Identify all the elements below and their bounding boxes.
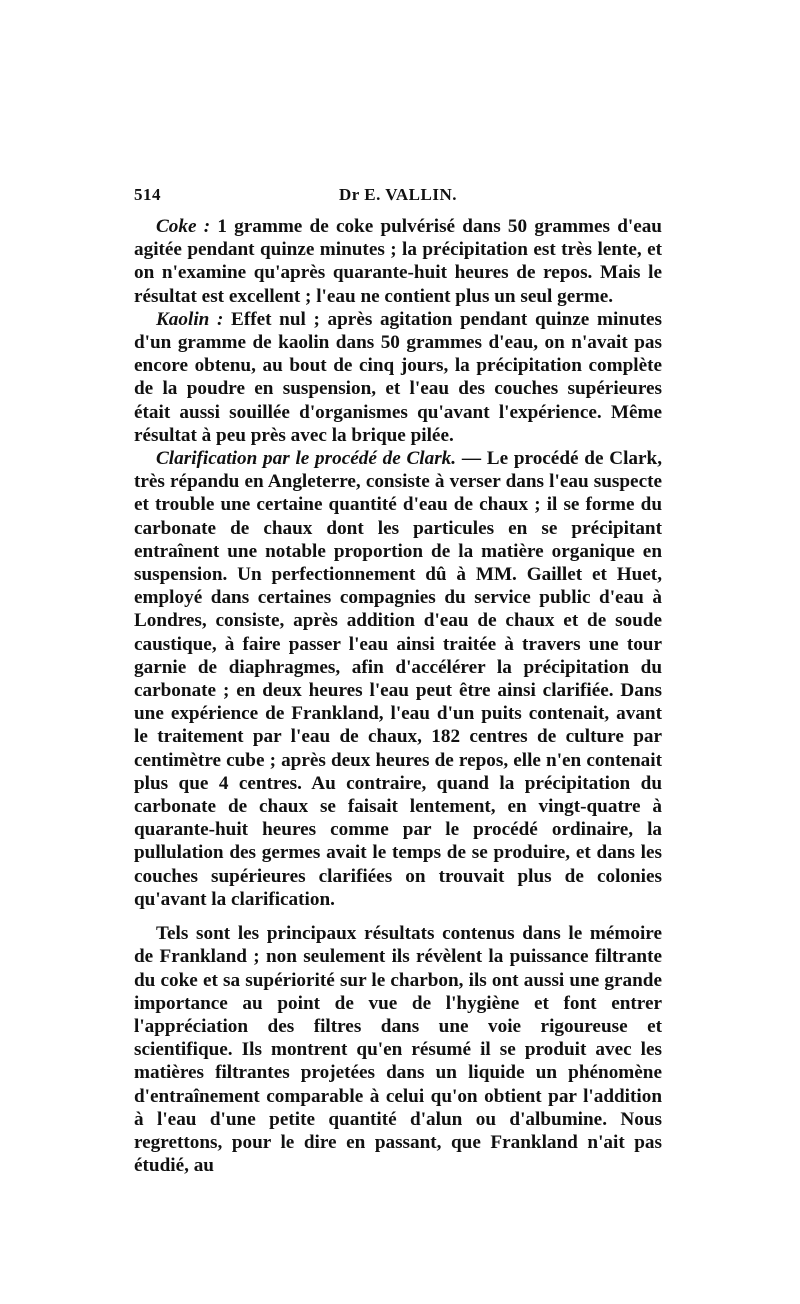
- paragraph-text: Effet nul ; après agitation pendant quinze minutes d'un gramme de kaolin dans 50 grammes d'eau, on n'avait pas encore obtenu, au bout de cinq jours, la précipitation complète de la poudre en suspension, et l'eau des couches supérieures était aussi souillée d'organismes qu'avant l'expérience. Même résultat à peu près avec la brique pilée.: [134, 308, 662, 446]
- paragraph-coke: [134, 215, 662, 308]
- paragraph-summary: [134, 922, 662, 1177]
- paragraph-lead: Clarification par le procédé de Clark.: [156, 448, 457, 470]
- running-head-author: Dr E. VALLIN.: [339, 185, 457, 204]
- body-text: [134, 215, 662, 1177]
- book-page: [134, 183, 662, 1177]
- paragraph-text: — Le procédé de Clark, très répandu en Angleterre, consiste à verser dans l'eau suspecte et trouble une certaine quantité d'eau de chaux ; il se forme du carbonate de chaux dont les particules en se précipitant entraînent une notable proportion de la matière organique en suspension. Un perfectionnement dû à MM. Gaillet et Huet, employé dans certaines compagnies du service public d'eau à Londres, consiste, après addition d'eau de chaux et de soude caustique, à faire passer l'eau ainsi traitée à travers une tour garnie de diaphragmes, afin d'accélérer la précipitation du carbonate ; en deux heures l'eau peut être ainsi clarifiée. Dans une expérience de Frankland, l'eau d'un puits contenait, avant le traitement par l'eau de chaux, 182 centres de culture par centimètre cube ; après deux heures de repos, elle n'en contenait plus que 4 centres. Au contraire, quand la précipitation du carbonate de chaux se faisait lentement, en vingt-quatre à quarante-huit heures comme par le procédé ordinaire, la pullulation des germes avait le temps de se produire, et dans les couches supérieures clarifiées on trouvait plus de colonies qu'avant la clarification.: [134, 448, 662, 910]
- paragraph-lead: Kaolin :: [156, 308, 224, 330]
- paragraph-text: Tels sont les principaux résultats contenus dans le mémoire de Frankland ; non seulement ils révèlent la puissance filtrante du coke et sa supériorité sur le charbon, ils ont aussi une grande importance au point de vue de l'hygiène et font entrer l'appréciation des filtres dans une voie rigoureuse et scientifique. Ils montrent qu'en résumé il se produit avec les matières filtrantes projetées dans un liquide un phénomène d'entraînement comparable à celui qu'on obtient par l'addition à l'eau d'une petite quantité d'alun ou d'albumine. Nous regrettons, pour le dire en passant, que Frankland n'ait pas étudié, au: [134, 923, 662, 1177]
- paragraph-kaolin: [134, 308, 662, 447]
- paragraph-clark: [134, 447, 662, 911]
- paragraph-lead: Coke :: [156, 216, 211, 237]
- running-head: [134, 183, 662, 209]
- page-number: 514: [134, 185, 161, 204]
- paragraph-text: 1 gramme de coke pulvérisé dans 50 grammes d'eau agitée pendant quinze minutes ; la précipitation est très lente, et on n'examine qu'après quarante-huit heures de repos. Mais le résultat est excellent ; l'eau ne contient plus un seul germe.: [134, 216, 662, 307]
